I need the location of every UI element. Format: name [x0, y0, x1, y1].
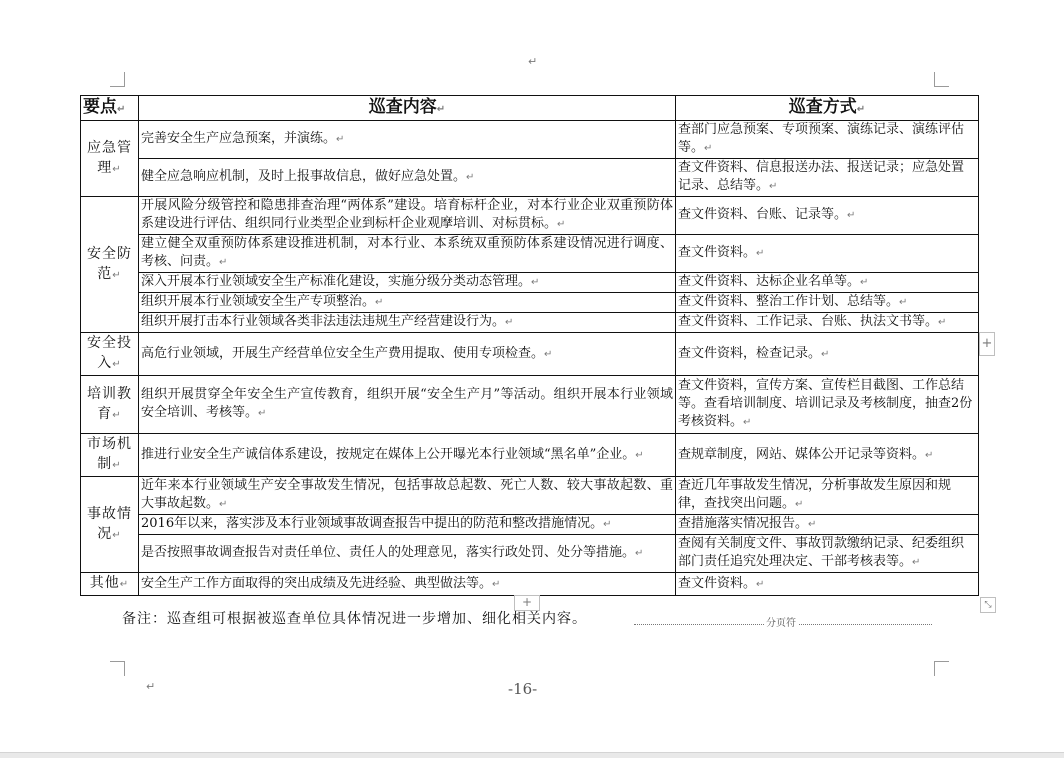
header-method[interactable]: 巡查方式↵ [676, 96, 979, 121]
method-cell[interactable]: 查文件资料，检查记录。↵ [676, 333, 979, 376]
section-key-accidents[interactable]: 事故情况↵ [81, 477, 139, 573]
content-cell[interactable]: 组织开展贯穿全年安全生产宣传教育，组织开展“安全生产月”等活动。组织开展本行业领域安全培训、考核等。↵ [139, 376, 676, 434]
status-bar [0, 752, 1064, 758]
table-row [81, 273, 979, 293]
method-cell[interactable]: 查文件资料、达标企业名单等。↵ [676, 273, 979, 293]
crop-mark-bottom-right [934, 661, 949, 676]
paragraph-mark: ↵ [528, 55, 538, 68]
table-resize-handle[interactable]: ⤡ [980, 597, 996, 613]
content-cell[interactable]: 2016年以来，落实涉及本行业领域事故调查报告中提出的防范和整改措施情况。↵ [139, 515, 676, 535]
table-row [81, 159, 979, 197]
table-row [81, 197, 979, 235]
patrol-table [80, 95, 979, 596]
section-key-investment[interactable]: 安全投入↵ [81, 333, 139, 376]
table-row [81, 515, 979, 535]
content-cell[interactable]: 组织开展打击本行业领域各类非法违法违规生产经营建设行为。↵ [139, 313, 676, 333]
method-cell[interactable]: 查文件资料。↵ [676, 235, 979, 273]
method-cell[interactable]: 查文件资料，宣传方案、宣传栏目截图、工作总结等。查看培训制度、培训记录及考核制度，抽查2份考核资料。↵ [676, 376, 979, 434]
table-row [81, 376, 979, 434]
table-row [81, 477, 979, 515]
content-cell[interactable]: 安全生产工作方面取得的突出成绩及先进经验、典型做法等。↵ [139, 573, 676, 596]
crop-mark-top-right [934, 72, 949, 87]
method-cell[interactable]: 查部门应急预案、专项预案、演练记录、演练评估等。↵ [676, 121, 979, 159]
section-key-prevention[interactable]: 安全防范↵ [81, 197, 139, 333]
page-break-label: 分页符 [764, 614, 798, 629]
header-key[interactable]: 要点↵ [81, 96, 139, 121]
method-cell[interactable]: 查文件资料、工作记录、台账、执法文书等。↵ [676, 313, 979, 333]
section-key-emergency[interactable]: 应急管理↵ [81, 121, 139, 197]
add-column-button[interactable]: + [979, 332, 995, 356]
table-row [81, 235, 979, 273]
content-cell[interactable]: 开展风险分级管控和隐患排查治理“两体系”建设。培育标杆企业，对本行业企业双重预防体系建设进行评估、组织同行业类型企业到标杆企业观摩培训、对标贯标。↵ [139, 197, 676, 235]
table-row [81, 333, 979, 376]
content-cell[interactable]: 健全应急响应机制，及时上报事故信息，做好应急处置。↵ [139, 159, 676, 197]
crop-mark-bottom-left [110, 661, 125, 676]
method-cell[interactable]: 查阅有关制度文件、事故罚款缴纳记录、纪委组织部门责任追究处理决定、干部考核表等。↵ [676, 535, 979, 573]
header-content[interactable]: 巡查内容↵ [139, 96, 676, 121]
content-cell[interactable]: 建立健全双重预防体系建设推进机制，对本行业、本系统双重预防体系建设情况进行调度、考核、问责。↵ [139, 235, 676, 273]
content-cell[interactable]: 深入开展本行业领域安全生产标准化建设，实施分级分类动态管理。↵ [139, 273, 676, 293]
paragraph-mark: ↵ [146, 680, 156, 693]
table-row [81, 293, 979, 313]
content-cell[interactable]: 推进行业安全生产诚信体系建设，按规定在媒体上公开曝光本行业领域“黑名单”企业。↵ [139, 434, 676, 477]
method-cell[interactable]: 查文件资料、整治工作计划、总结等。↵ [676, 293, 979, 313]
method-cell[interactable]: 查文件资料、台账、记录等。↵ [676, 197, 979, 235]
table-row [81, 434, 979, 477]
content-cell[interactable]: 组织开展本行业领域安全生产专项整治。↵ [139, 293, 676, 313]
method-cell[interactable]: 查近几年事故发生情况，分析事故发生原因和规律，查找突出问题。↵ [676, 477, 979, 515]
section-key-training[interactable]: 培训教育↵ [81, 376, 139, 434]
table-header-row [81, 96, 979, 121]
method-cell[interactable]: 查文件资料。↵ [676, 573, 979, 596]
section-key-other[interactable]: 其他↵ [81, 573, 139, 596]
add-row-button[interactable]: + [514, 595, 540, 611]
table-row [81, 535, 979, 573]
method-cell[interactable]: 查措施落实情况报告。↵ [676, 515, 979, 535]
table-row [81, 313, 979, 333]
section-key-market[interactable]: 市场机制↵ [81, 434, 139, 477]
page-number: -16- [508, 680, 538, 698]
method-cell[interactable]: 查文件资料、信息报送办法、报送记录；应急处置记录、总结等。↵ [676, 159, 979, 197]
content-cell[interactable]: 近年来本行业领域生产安全事故发生情况，包括事故总起数、死亡人数、较大事故起数、重大事故起数。↵ [139, 477, 676, 515]
crop-mark-top-left [110, 72, 125, 87]
content-cell[interactable]: 高危行业领域，开展生产经营单位安全生产费用提取、使用专项检查。↵ [139, 333, 676, 376]
table-note: 备注：巡查组可根据被巡查单位具体情况进一步增加、细化相关内容。 [122, 611, 587, 627]
content-cell[interactable]: 是否按照事故调查报告对责任单位、责任人的处理意见，落实行政处罚、处分等措施。↵ [139, 535, 676, 573]
table-row [81, 121, 979, 159]
table-row [81, 573, 979, 596]
content-cell[interactable]: 完善安全生产应急预案，并演练。↵ [139, 121, 676, 159]
method-cell[interactable]: 查规章制度，网站、媒体公开记录等资料。↵ [676, 434, 979, 477]
